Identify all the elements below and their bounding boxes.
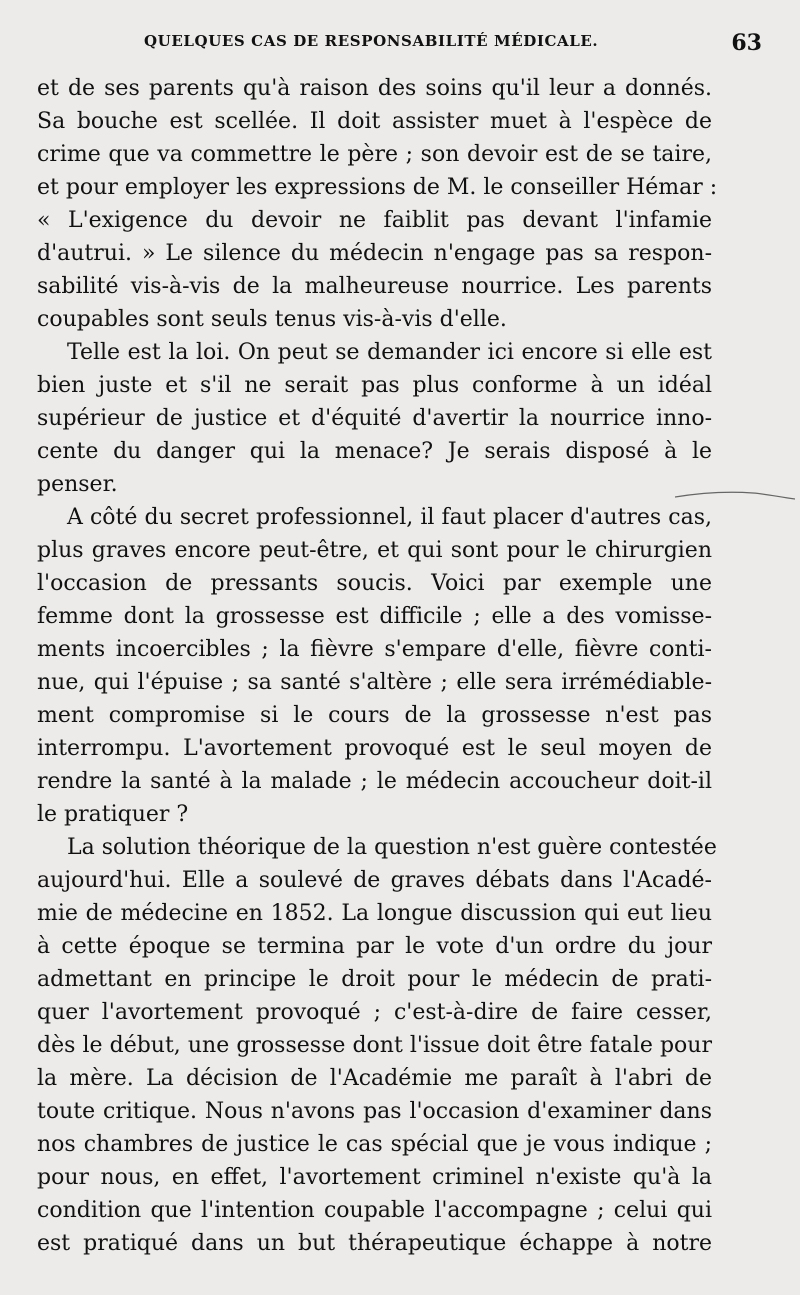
text-line: la mère. La décision de l'Académie me paraît à l'abri de	[37, 1066, 712, 1091]
text-line: rendre la santé à la malade ; le médecin accoucheur doit-il	[37, 769, 712, 794]
paragraph-first-line: La solution théorique de la question n'est guère contestée	[67, 835, 717, 860]
text-line: crime que va commettre le père ; son devoir est de se taire,	[37, 142, 712, 167]
text-line: ments incoercibles ; la fièvre s'empare d'elle, fièvre conti-	[37, 637, 712, 662]
text-line: sabilité vis-à-vis de la malheureuse nourrice. Les parents	[37, 274, 712, 299]
paragraph-first-line: A côté du secret professionnel, il faut placer d'autres cas,	[67, 505, 712, 530]
text-line: aujourd'hui. Elle a soulevé de graves débats dans l'Acadé-	[37, 868, 712, 893]
paragraph-first-line: Telle est la loi. On peut se demander ici encore si elle est	[67, 340, 712, 365]
body-text	[37, 72, 718, 1260]
text-line: à cette époque se termina par le vote d'un ordre du jour	[37, 934, 712, 959]
text-line: ment compromise si le cours de la grossesse n'est pas	[37, 703, 712, 728]
text-line: admettant en principe le droit pour le médecin de prati-	[37, 967, 712, 992]
text-line: plus graves encore peut-être, et qui sont pour le chirurgien	[37, 538, 712, 563]
text-line: le pratiquer ?	[37, 802, 189, 827]
text-line: coupables sont seuls tenus vis-à-vis d'elle.	[37, 307, 507, 332]
text-line: toute critique. Nous n'avons pas l'occasion d'examiner dans	[37, 1099, 712, 1124]
text-line: pour nous, en effet, l'avortement criminel n'existe qu'à la	[37, 1165, 712, 1190]
text-line: supérieur de justice et d'équité d'avertir la nourrice inno-	[37, 406, 712, 431]
text-line: interrompu. L'avortement provoqué est le seul moyen de	[37, 736, 712, 761]
text-line: penser.	[37, 472, 118, 497]
text-line: bien juste et s'il ne serait pas plus conforme à un idéal	[37, 373, 712, 398]
text-line: l'occasion de pressants soucis. Voici par exemple une	[37, 571, 712, 596]
text-line: et pour employer les expressions de M. le conseiller Hémar :	[37, 175, 718, 200]
text-line: mie de médecine en 1852. La longue discussion qui eut lieu	[37, 901, 712, 926]
page-number: 63	[731, 30, 762, 56]
text-line: quer l'avortement provoqué ; c'est-à-dire de faire cesser,	[37, 1000, 712, 1025]
text-line: femme dont la grossesse est difficile ; elle a des vomisse-	[37, 604, 712, 629]
text-line: « L'exigence du devoir ne faiblit pas devant l'infamie	[37, 208, 712, 233]
text-line: cente du danger qui la menace? Je serais disposé à le	[37, 439, 712, 464]
page-header	[40, 30, 762, 64]
text-line: d'autrui. » Le silence du médecin n'engage pas sa respon-	[37, 241, 712, 266]
running-head: QUELQUES CAS DE RESPONSABILITÉ MÉDICALE.	[144, 32, 599, 50]
text-line: dès le début, une grossesse dont l'issue doit être fatale pour	[37, 1033, 712, 1058]
text-line: et de ses parents qu'à raison des soins qu'il leur a donnés.	[37, 76, 712, 101]
text-line: nue, qui l'épuise ; sa santé s'altère ; elle sera irrémédiable-	[37, 670, 712, 695]
text-line: est pratiqué dans un but thérapeutique échappe à notre	[37, 1231, 712, 1256]
text-line: Sa bouche est scellée. Il doit assister muet à l'espèce de	[37, 109, 712, 134]
text-line: nos chambres de justice le cas spécial que je vous indique ;	[37, 1132, 712, 1157]
text-line: condition que l'intention coupable l'accompagne ; celui qui	[37, 1198, 712, 1223]
